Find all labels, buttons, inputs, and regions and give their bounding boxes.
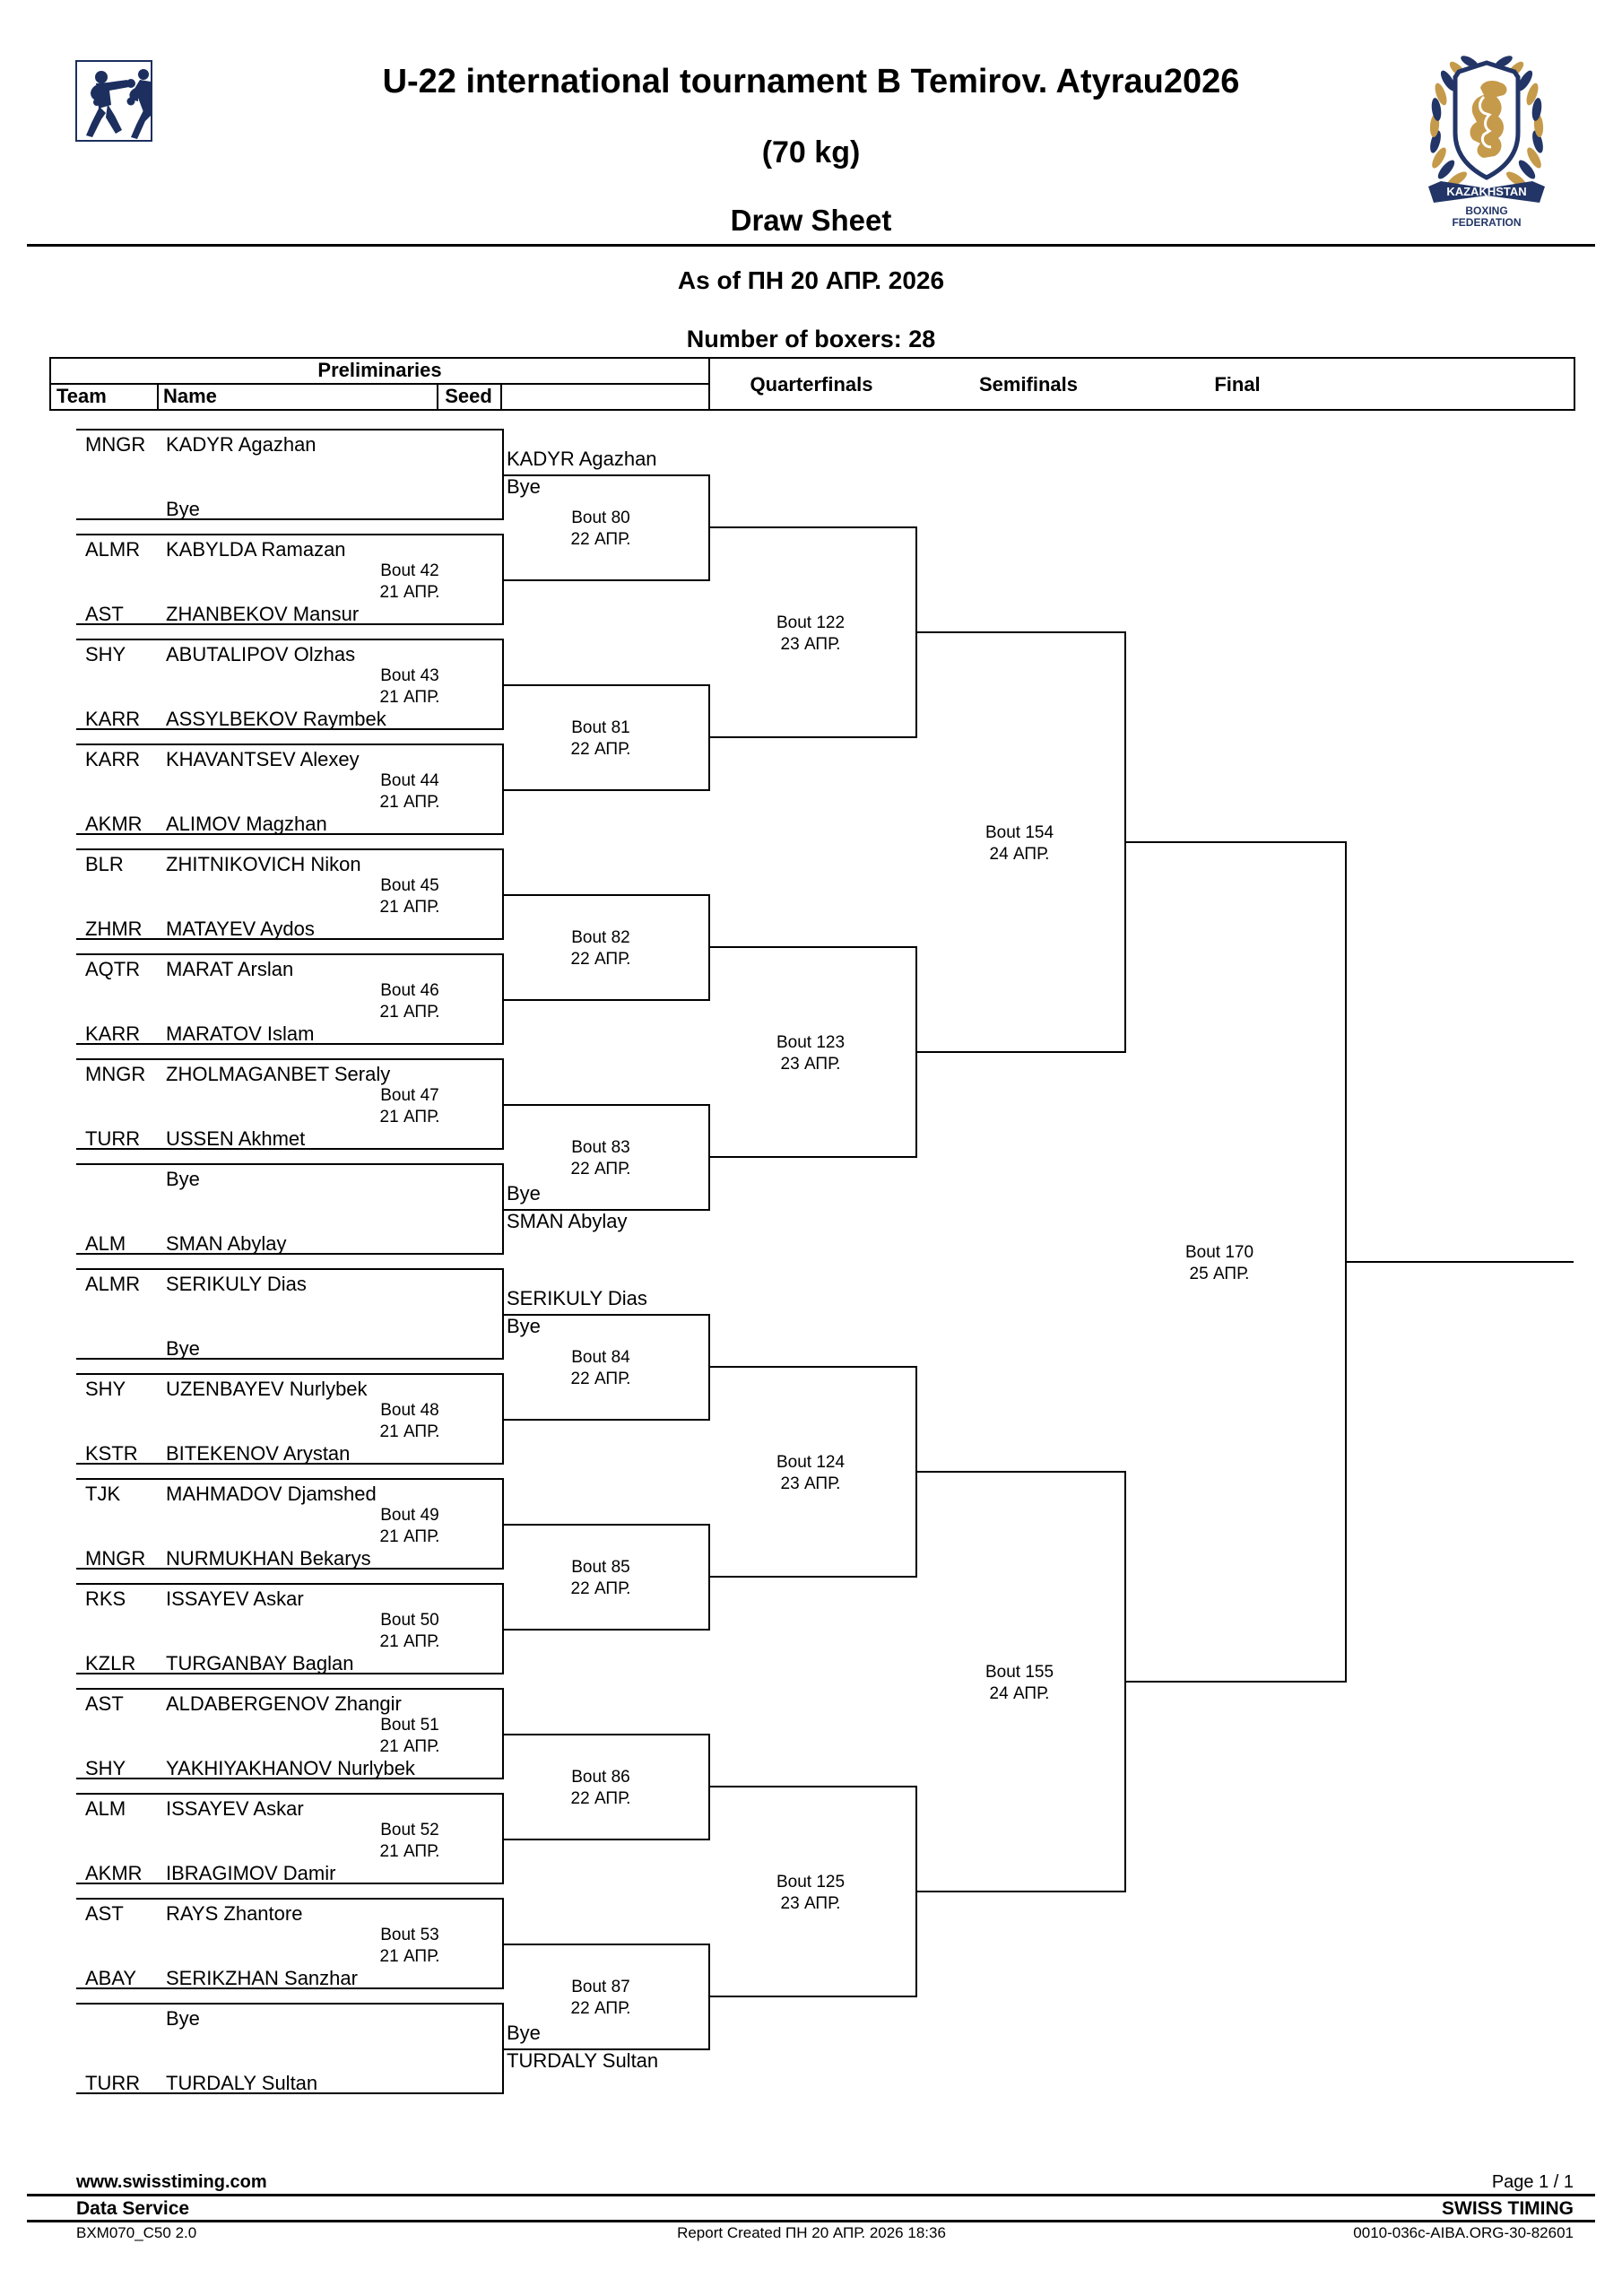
column-semifinals: Semifinals: [978, 373, 1079, 396]
report-reference: 0010-036c-AIBA.ORG-30-82601: [1353, 2224, 1574, 2241]
bout-date: 23 АПР.: [780, 1055, 841, 1074]
bout-date: 22 АПР.: [570, 1160, 631, 1178]
bout-number: Bout 123: [776, 1033, 846, 1052]
number-of-boxers: Number of boxers: 28: [686, 326, 936, 352]
bout-date: 22 АПР.: [570, 1999, 631, 2018]
team-code: AKMR: [85, 1862, 143, 1884]
boxer-name: SERIKZHAN Sanzhar: [166, 1967, 358, 1989]
report-code: BXM070_C50 2.0: [76, 2224, 197, 2241]
boxer-name: RAYS Zhantore: [166, 1902, 303, 1925]
bout-date: 23 АПР.: [780, 1474, 841, 1493]
advanced-boxer-name: SERIKULY Dias: [507, 1287, 647, 1309]
header-rule: [27, 244, 1595, 247]
team-code: TURR: [85, 2072, 141, 2094]
page-number: Page 1 / 1: [1491, 2172, 1574, 2192]
team-code: MNGR: [85, 1547, 146, 1570]
bout-date: 22 АПР.: [570, 1579, 631, 1598]
bout-date: 21 АПР.: [379, 1108, 440, 1126]
team-code: ABAY: [85, 1967, 137, 1989]
as-of-date: As of ПН 20 АПР. 2026: [677, 266, 945, 294]
bout-number: Bout 83: [571, 1138, 630, 1157]
report-created: Report Created ПН 20 АПР. 2026 18:36: [677, 2224, 946, 2241]
boxer-name: ASSYLBEKOV Raymbek: [166, 708, 386, 730]
bout-number: Bout 81: [571, 718, 630, 737]
bye-label: Bye: [166, 2007, 200, 2030]
team-code: KARR: [85, 1022, 141, 1045]
bout-number: Bout 44: [380, 771, 439, 790]
bout-date: 21 АПР.: [379, 793, 440, 812]
boxer-name: SMAN Abylay: [166, 1232, 287, 1255]
boxer-name: MARAT Arslan: [166, 958, 294, 980]
column-quarterfinals: Quarterfinals: [750, 373, 873, 396]
column-team: Team: [56, 385, 107, 407]
team-code: AQTR: [85, 958, 141, 980]
column-seed: Seed: [445, 385, 492, 407]
boxer-name: ISSAYEV Askar: [166, 1587, 304, 1610]
team-code: SHY: [85, 1757, 126, 1779]
bye-label: Bye: [166, 498, 200, 520]
team-code: AST: [85, 1902, 124, 1925]
team-code: KSTR: [85, 1442, 138, 1465]
boxer-name: SERIKULY Dias: [166, 1273, 307, 1295]
boxer-name: IBRAGIMOV Damir: [166, 1862, 336, 1884]
bout-number: Bout 52: [380, 1821, 439, 1839]
bout-number: Bout 51: [380, 1716, 439, 1735]
bout-number: Bout 82: [571, 928, 630, 947]
boxer-name: ALIMOV Magzhan: [166, 813, 327, 835]
team-code: TJK: [85, 1483, 121, 1505]
logo-banner-text: KAZAKHSTAN: [1446, 185, 1527, 198]
boxer-name: ZHITNIKOVICH Nikon: [166, 853, 361, 875]
bout-number: Bout 85: [571, 1558, 630, 1577]
bout-number: Bout 87: [571, 1978, 630, 1996]
boxer-name: MATAYEV Aydos: [166, 918, 315, 940]
team-code: MNGR: [85, 1063, 146, 1085]
team-code: SHY: [85, 643, 126, 665]
bout-number: Bout 50: [380, 1611, 439, 1630]
bye-label: Bye: [166, 1337, 200, 1360]
boxer-name: USSEN Akhmet: [166, 1127, 306, 1150]
boxing-pictogram-icon: [75, 60, 152, 142]
team-code: ALM: [85, 1232, 126, 1255]
bout-number: Bout 154: [984, 823, 1054, 842]
team-code: ALMR: [85, 1273, 141, 1295]
boxer-name: BITEKENOV Arystan: [166, 1442, 351, 1465]
boxer-name: ALDABERGENOV Zhangir: [166, 1692, 402, 1715]
bye-label: Bye: [507, 475, 541, 498]
boxer-name: ZHOLMAGANBET Seraly: [166, 1063, 391, 1085]
data-service-label: Data Service: [76, 2198, 190, 2219]
bout-number: Bout 84: [571, 1348, 630, 1367]
bout-date: 22 АПР.: [570, 740, 631, 759]
bye-label: Bye: [507, 1182, 541, 1205]
boxer-name: ZHANBEKOV Mansur: [166, 603, 360, 625]
logo-federation-text: FEDERATION: [1452, 216, 1522, 229]
page-title: U-22 international tournament B Temirov. Atyrau2026: [382, 63, 1240, 100]
bout-date: 21 АПР.: [379, 1947, 440, 1966]
team-code: SHY: [85, 1378, 126, 1400]
boxer-name: MAHMADOV Djamshed: [166, 1483, 377, 1505]
logo-boxing-text: BOXING: [1465, 204, 1508, 217]
bout-date: 22 АПР.: [570, 1789, 631, 1808]
footer-rule: [27, 2194, 1595, 2196]
bout-date: 21 АПР.: [379, 1527, 440, 1546]
bout-number: Bout 48: [380, 1401, 439, 1420]
bout-number: Bout 80: [571, 509, 630, 527]
bout-number: Bout 53: [380, 1926, 439, 1944]
team-code: KARR: [85, 748, 141, 770]
team-code: BLR: [85, 853, 124, 875]
bout-number: Bout 124: [776, 1453, 846, 1472]
bout-number: Bout 125: [776, 1873, 846, 1892]
boxer-name: ABUTALIPOV Olzhas: [166, 643, 356, 665]
boxer-name: MARATOV Islam: [166, 1022, 315, 1045]
bout-date: 21 АПР.: [379, 1422, 440, 1441]
bout-date: 22 АПР.: [570, 950, 631, 969]
bout-date: 23 АПР.: [780, 635, 841, 654]
boxer-name: TURGANBAY Baglan: [166, 1652, 354, 1674]
bye-label: Bye: [166, 1168, 200, 1190]
bout-date: 21 АПР.: [379, 583, 440, 602]
team-code: TURR: [85, 1127, 141, 1150]
boxer-name: YAKHIYAKHANOV Nurlybek: [166, 1757, 415, 1779]
bout-number: Bout 46: [380, 981, 439, 1000]
team-code: ALMR: [85, 538, 141, 561]
kazakhstan-boxing-federation-logo: [1421, 50, 1552, 230]
column-preliminaries: Preliminaries: [317, 359, 442, 381]
team-code: MNGR: [85, 433, 146, 456]
boxer-name: KADYR Agazhan: [166, 433, 317, 456]
bout-number: Bout 45: [380, 876, 439, 895]
bout-date: 21 АПР.: [379, 1737, 440, 1756]
bout-number: Bout 86: [571, 1768, 630, 1787]
column-name: Name: [163, 385, 217, 407]
bout-date: 21 АПР.: [379, 1003, 440, 1022]
bout-date: 24 АПР.: [989, 845, 1050, 864]
bout-date: 22 АПР.: [570, 530, 631, 549]
swiss-timing-label: SWISS TIMING: [1442, 2198, 1574, 2219]
bout-date: 25 АПР.: [1189, 1265, 1250, 1283]
team-code: AST: [85, 603, 124, 625]
bye-label: Bye: [507, 1315, 541, 1337]
boxer-name: ISSAYEV Askar: [166, 1797, 304, 1820]
bout-number: Bout 47: [380, 1086, 439, 1105]
swisstiming-link: www.swisstiming.com: [76, 2172, 267, 2192]
weight-category: (70 kg): [761, 135, 861, 170]
bout-date: 22 АПР.: [570, 1370, 631, 1388]
bout-date: 21 АПР.: [379, 898, 440, 917]
boxer-name: NURMUKHAN Bekarys: [166, 1547, 371, 1570]
boxer-name: TURDALY Sultan: [166, 2072, 318, 2094]
team-code: KARR: [85, 708, 141, 730]
bout-number: Bout 122: [776, 613, 846, 632]
bout-number: Bout 155: [984, 1663, 1054, 1682]
bout-number: Bout 49: [380, 1506, 439, 1525]
bout-date: 21 АПР.: [379, 1842, 440, 1861]
team-code: RKS: [85, 1587, 126, 1610]
advanced-boxer-name: KADYR Agazhan: [507, 448, 657, 470]
boxer-name: UZENBAYEV Nurlybek: [166, 1378, 368, 1400]
team-code: ZHMR: [85, 918, 143, 940]
bye-label: Bye: [507, 2022, 541, 2044]
boxer-name: KABYLDA Ramazan: [166, 538, 346, 561]
team-code: AKMR: [85, 813, 143, 835]
bout-number: Bout 43: [380, 666, 439, 685]
advanced-boxer-name: SMAN Abylay: [507, 1210, 628, 1232]
footer-rule: [27, 2220, 1595, 2222]
sheet-type: Draw Sheet: [730, 204, 892, 237]
bout-date: 23 АПР.: [780, 1894, 841, 1913]
advanced-boxer-name: TURDALY Sultan: [507, 2049, 659, 2072]
bout-date: 24 АПР.: [989, 1684, 1050, 1703]
team-code: AST: [85, 1692, 124, 1715]
team-code: KZLR: [85, 1652, 136, 1674]
bout-date: 21 АПР.: [379, 688, 440, 707]
column-final: Final: [1214, 373, 1261, 396]
bout-date: 21 АПР.: [379, 1632, 440, 1651]
bout-number: Bout 42: [380, 561, 439, 580]
team-code: ALM: [85, 1797, 126, 1820]
bout-number: Bout 170: [1184, 1243, 1254, 1262]
boxer-name: KHAVANTSEV Alexey: [166, 748, 360, 770]
